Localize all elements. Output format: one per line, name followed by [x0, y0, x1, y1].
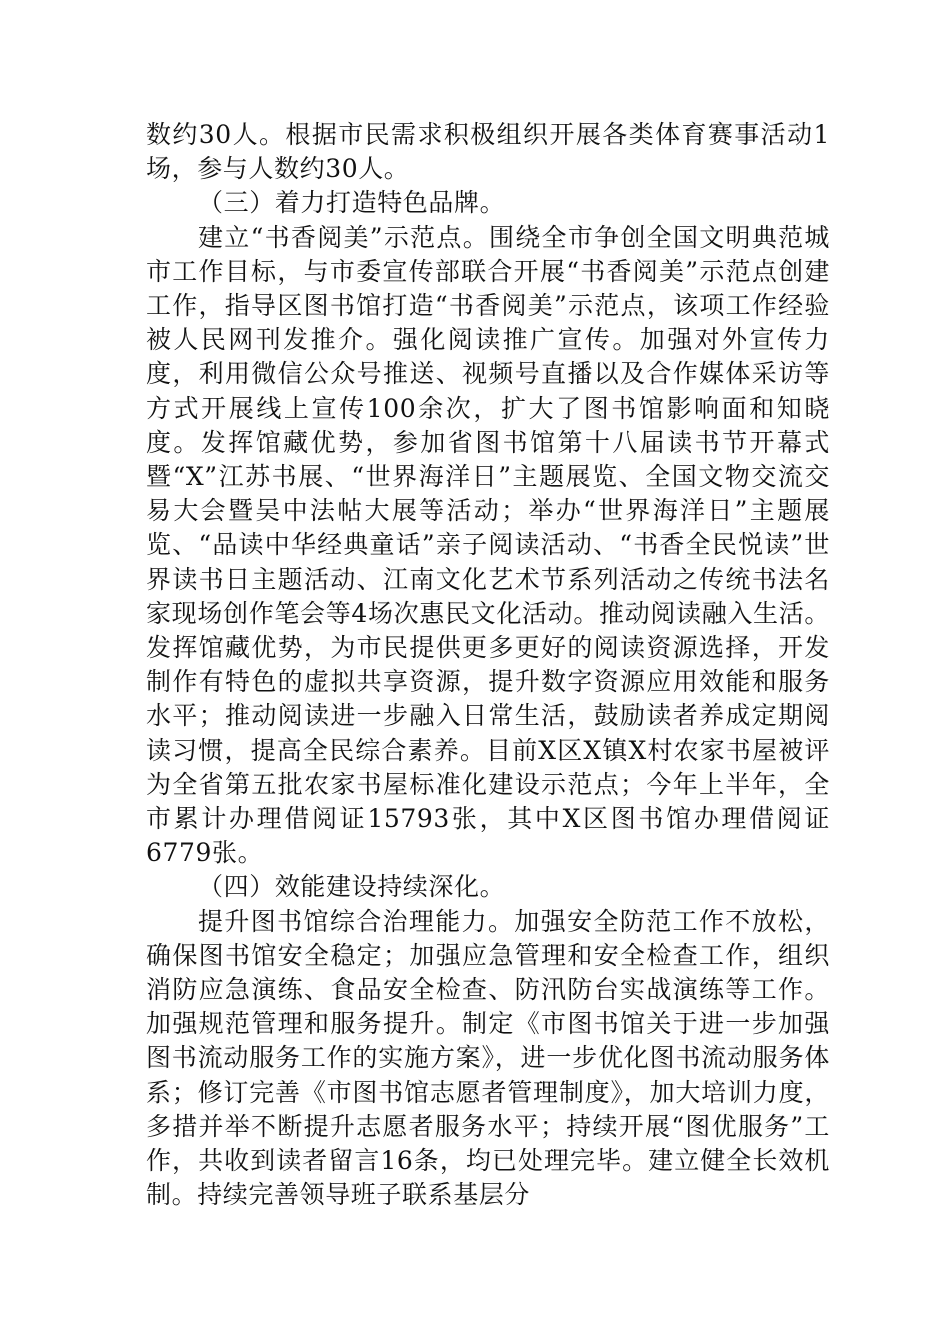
section-3-paragraph: 建立“书香阅美”示范点。围绕全市争创全国文明典范城市工作目标，与市委宣传部联合开展“书香阅美”示范点创建工作，指导区图书馆打造“书香阅美”示范点，该项工作经验被人民网刊发推介。强化阅读推广宣传。加强对外宣传力度，利用微信公众号推送、视频号直播以及合作媒体采访等方式开展线上宣传100余次，扩大了图书馆影响面和知晓度。发挥馆藏优势，参加省图书馆第十八届读书节开幕式暨“X”江苏书展、“世界海洋日”主题展览、全国文物交流交易大会暨吴中法帖大展等活动；举办“世界海洋日”主题展览、“品读中华经典童话”亲子阅读活动、“书香全民悦读”世界读书日主题活动、江南文化艺术节系列活动之传统书法名家现场创作笔会等4场次惠民文化活动。推动阅读融入生活。发挥馆藏优势，为市民提供更多更好的阅读资源选择，开发制作有特色的虚拟共享资源，提升数字资源应用效能和服务水平；推动阅读进一步融入日常生活，鼓励读者养成定期阅读习惯，提高全民综合素养。目前X区X镇X村农家书屋被评为全省第五批农家书屋标准化建设示范点；今年上半年，全市累计办理借阅证15793张，其中X区图书馆办理借阅证6779张。 — [146, 222, 830, 868]
document-body — [146, 118, 830, 1213]
section-4-paragraph: 提升图书馆综合治理能力。加强安全防范工作不放松，确保图书馆安全稳定；加强应急管理和安全检查工作，组织消防应急演练、食品安全检查、防汛防台实战演练等工作。加强规范管理和服务提升。制定《市图书馆关于进一步加强图书流动服务工作的实施方案》，进一步优化图书流动服务体系；修订完善《市图书馆志愿者管理制度》，加大培训力度，多措并举不断提升志愿者服务水平；持续开展“图优服务”工作，共收到读者留言16条，均已处理完毕。建立健全长效机制。持续完善领导班子联系基层分 — [146, 906, 830, 1210]
section-heading-4: （四）效能建设持续深化。 — [198, 872, 506, 902]
section-heading-3: （三）着力打造特色品牌。 — [198, 188, 506, 218]
intro-paragraph: 数约30人。根据市民需求积极组织开展各类体育赛事活动1场，参与人数约30人。 — [146, 120, 830, 184]
